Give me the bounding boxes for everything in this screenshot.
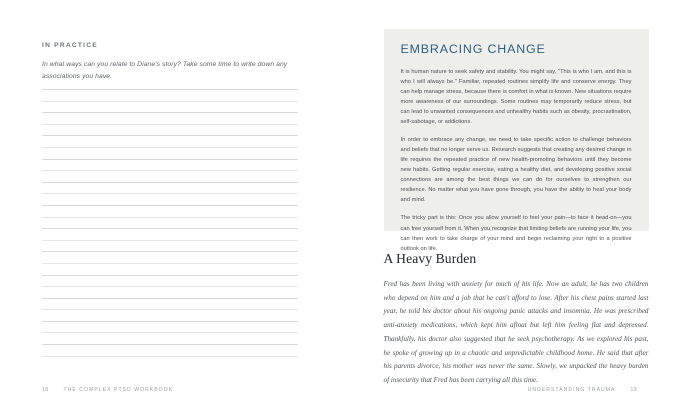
right-page	[340, 0, 679, 419]
in-practice-section	[42, 42, 298, 82]
writing-line[interactable]	[42, 135, 298, 136]
writing-line[interactable]	[42, 182, 298, 183]
writing-line[interactable]	[42, 309, 298, 310]
writing-line[interactable]	[42, 298, 298, 299]
writing-line[interactable]	[42, 321, 298, 322]
writing-line[interactable]	[42, 112, 298, 113]
writing-line[interactable]	[42, 240, 298, 241]
story-title: A Heavy Burden	[383, 251, 477, 266]
callout-paragraph: The tricky part is this: Once you allow yourself to feel your pain—to face it head-on—you can free yourself from it. When you recognize that limiting beliefs are running your life, you can then work to take charge of your mind and begin reclaiming your right to a positive outlook on life.	[400, 215, 632, 252]
writing-line[interactable]	[42, 228, 298, 229]
case-story-section	[384, 252, 649, 388]
writing-lines-area[interactable]	[42, 89, 298, 367]
writing-line[interactable]	[42, 147, 298, 148]
writing-line[interactable]	[42, 217, 298, 218]
callout-title: EMBRACING CHANGE	[400, 42, 546, 56]
left-page-footer	[42, 387, 173, 393]
writing-line[interactable]	[42, 344, 298, 345]
callout-paragraph: It is human nature to seek safety and stability. You might say, "This is who I am, and this is who I will always be." Familiar, repeated routines simplify life and conserve energy. They can help manage stress, because there is comfort in what is known. New situations require more awareness of our surroundings. Some routines may temporarily reduce stress, but can lead to unwanted consequences and unhealthy habits such as obesity, procrastination, self-sabotage, or addictions.	[400, 68, 632, 125]
writing-line[interactable]	[42, 356, 298, 357]
writing-line[interactable]	[42, 170, 298, 171]
writing-line[interactable]	[42, 89, 298, 90]
writing-line[interactable]	[42, 205, 298, 206]
story-body: Fred has been living with anxiety for much of his life. Now an adult, he has two children who depend on him and a job that he can't afford to lose. After his chest pains started last year, he told his doctor about his ongoing panic attacks and insomnia. He was prescribed anti-anxiety medications, which kept him afloat but left him feeling flat and depressed. Thankfully, his doctor also suggested that he seek psychotherapy. As we explored his past, he spoke of growing up in a chaotic and unpredictable childhood home. He said that after his parents divorce, his mother was never the same. Slowly, we unpacked the heavy burden of insecurity that Fred has been carrying all this time.	[383, 279, 649, 385]
writing-line[interactable]	[42, 101, 298, 102]
writing-line[interactable]	[42, 332, 298, 333]
writing-line[interactable]	[42, 263, 298, 264]
writing-line[interactable]	[42, 124, 298, 125]
running-head-left: THE COMPLEX PTSD WORKBOOK	[63, 387, 174, 393]
callout-paragraph: In order to embrace any change, we need to take specific action to challenge behaviors and beliefs that no longer serve us. Research suggests that creating any desired change in life requires the repeated practice of new health-promoting behaviors until they become new habits. Getting regular exercise, eating a healthy diet, and developing positive social connections are among the best things we can do for ourselves to strengthen our resilience. No matter what you have gone through, you have the ability to heal your body and mind.	[400, 137, 632, 204]
page-number-left: 18	[42, 387, 49, 393]
running-head-right: UNDERSTANDING TRAUMA	[527, 387, 616, 393]
writing-line[interactable]	[42, 159, 298, 160]
reflection-prompt: In what ways can you relate to Diane's story? Take some time to write down any associations you have.	[42, 60, 288, 80]
page-number-right: 19	[630, 387, 637, 393]
writing-line[interactable]	[42, 275, 298, 276]
embracing-change-callout	[384, 29, 649, 252]
writing-line[interactable]	[42, 286, 298, 287]
right-page-footer	[528, 387, 637, 393]
writing-line[interactable]	[42, 251, 298, 252]
writing-line[interactable]	[42, 193, 298, 194]
section-kicker: IN PRACTICE	[42, 42, 98, 49]
